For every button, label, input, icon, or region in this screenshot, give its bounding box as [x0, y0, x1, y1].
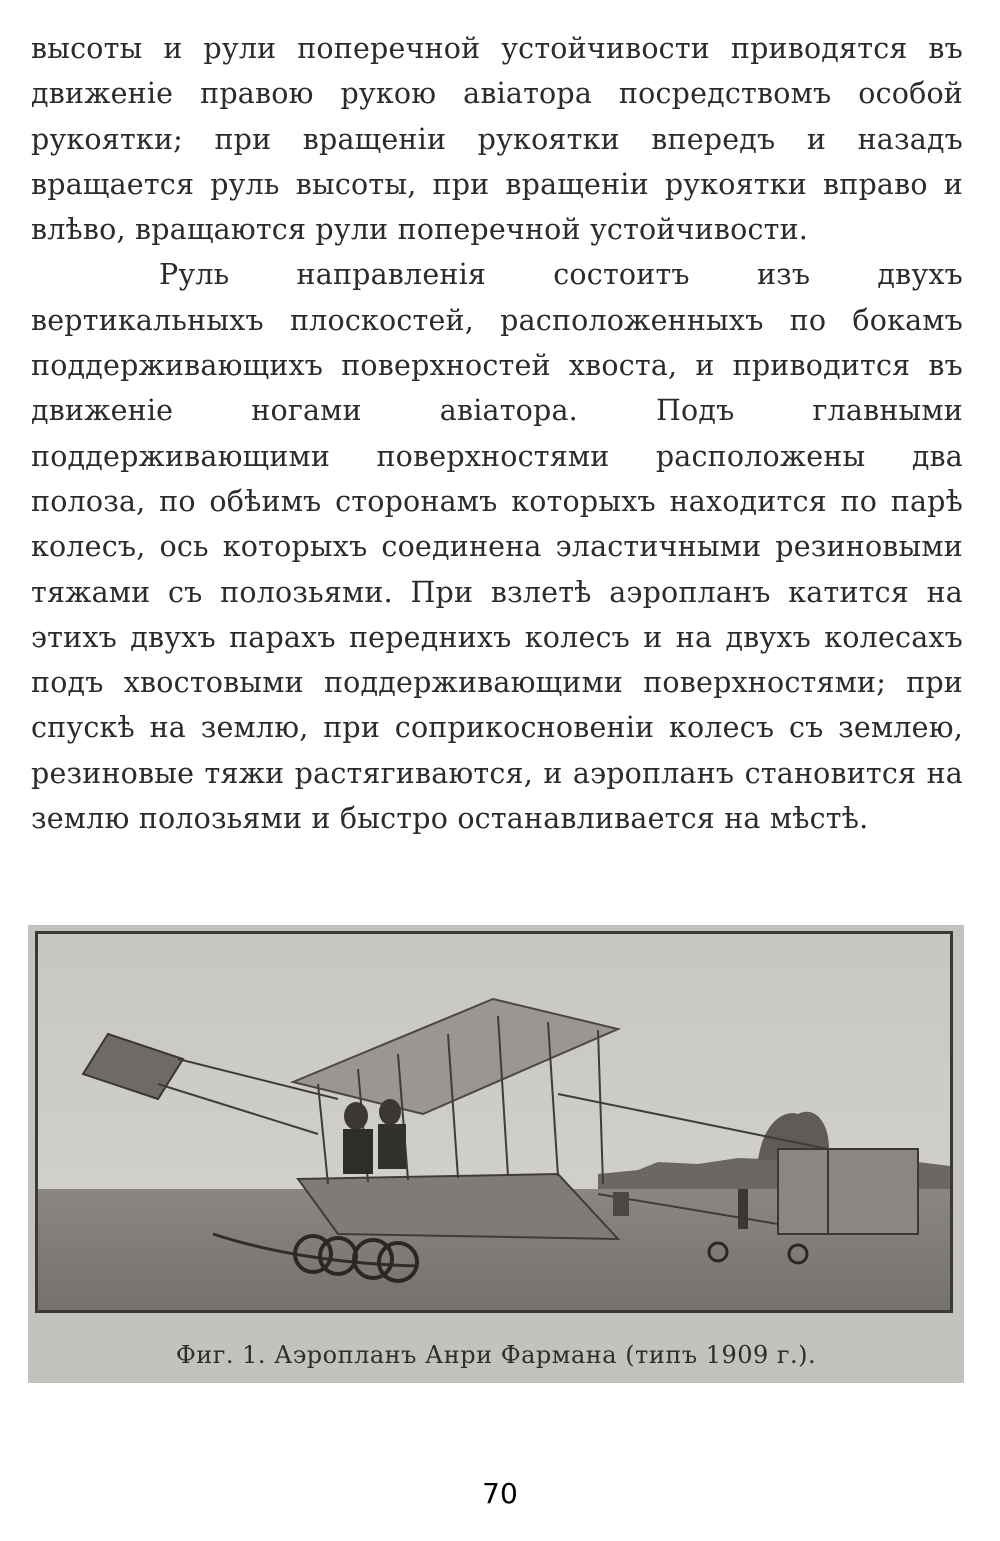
- paragraph-1: высоты и рули поперечной устойчивости приводятся въ движенiе правою рукою авiатора посредствомъ особой рукоятки; при вращенiи рукоятки впередъ и назадъ вращается руль высоты, при вращенiи рукоятки вправо и влѣво, вращаются рули поперечной устойчивости.: [31, 32, 963, 247]
- figure: [28, 925, 964, 1383]
- airplane-photo-illustration: [38, 934, 950, 1310]
- figure-photo: [35, 931, 953, 1313]
- body-text: [31, 26, 963, 841]
- paragraph-2: Руль направленiя состоитъ изъ двухъ вертикальныхъ плоскостей, расположенныхъ по бокамъ поддерживающихъ поверхностей хвоста, и приводится въ движенiе ногами авiатора. Подъ главными поддерживающими поверхностями расположены два полоза, по обѣимъ сторонамъ которыхъ находится по парѣ колесъ, ось которыхъ соединена эластичными резиновыми тяжами съ полозьями. При взлетѣ аэропланъ катится на этихъ двухъ парахъ переднихъ колесъ и на двухъ колесахъ подъ хвостовыми поддерживающими поверхностями; при спускѣ на землю, при соприкосновенiи колесъ съ землею, резиновые тяжи растягиваются, и аэропланъ становится на землю полозьями и быстро останавливается на мѣстѣ.: [31, 258, 963, 836]
- figure-caption: Фиг. 1. Аэропланъ Анри Фармана (типъ 1909 г.).: [175, 1341, 817, 1369]
- page-number: 70: [482, 1477, 518, 1510]
